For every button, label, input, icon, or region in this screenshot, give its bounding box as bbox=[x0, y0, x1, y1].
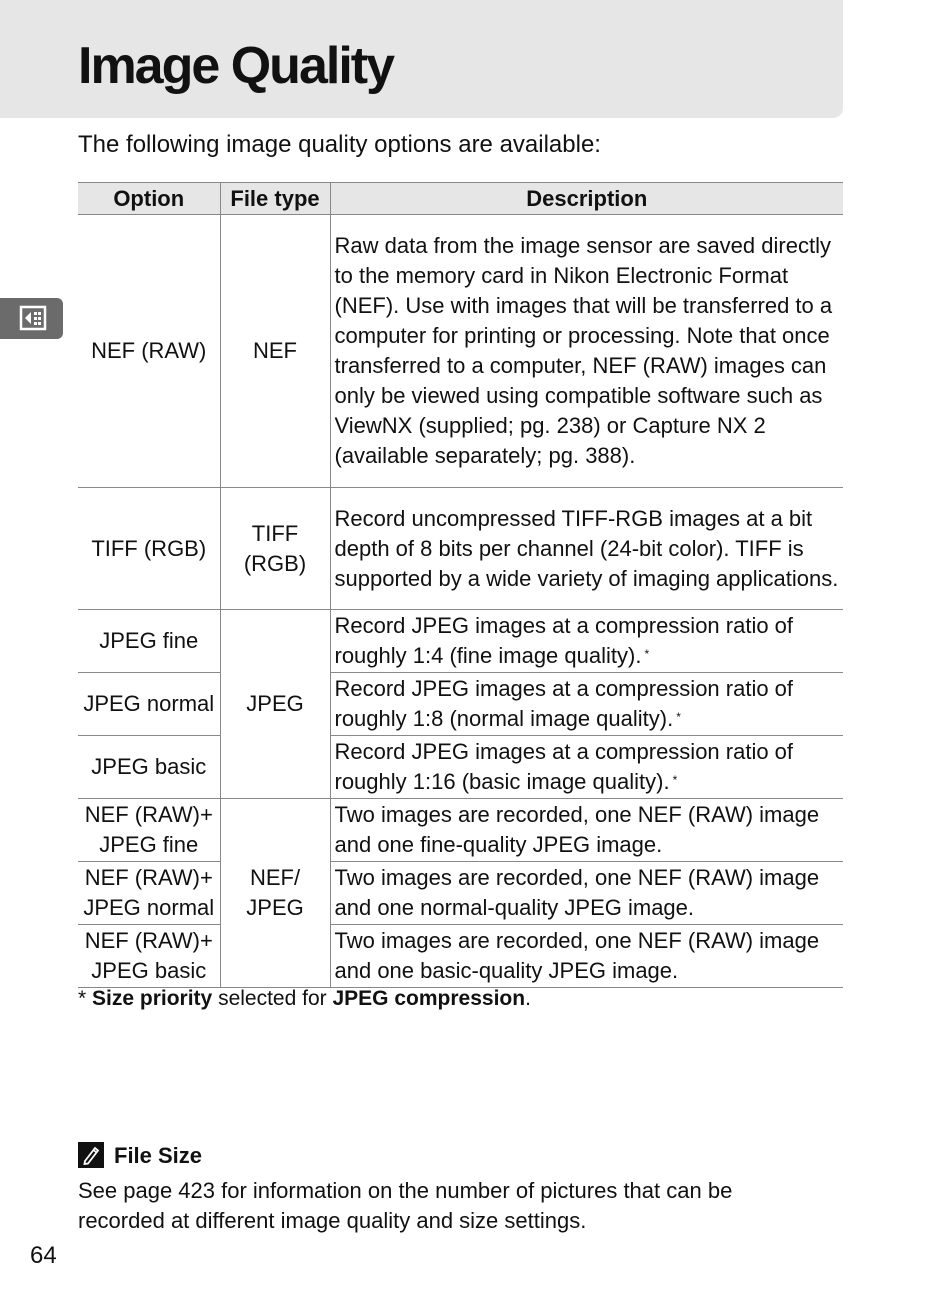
intro-text: The following image quality options are available: bbox=[78, 131, 601, 158]
footnote-end: . bbox=[525, 987, 531, 1010]
option-cell: JPEG basic bbox=[78, 736, 220, 799]
option-cell: TIFF (RGB) bbox=[78, 488, 220, 610]
option-line: JPEG fine bbox=[99, 832, 199, 857]
description-text: Record JPEG images at a compression ratio of roughly 1:16 (basic image quality). bbox=[334, 739, 794, 794]
table-row bbox=[78, 862, 843, 925]
file-type-cell: NEF bbox=[220, 215, 330, 488]
option-cell bbox=[78, 799, 220, 862]
table-row bbox=[78, 925, 843, 988]
option-line: NEF (RAW)+ bbox=[84, 865, 213, 890]
description-cell: Two images are recorded, one NEF (RAW) image and one normal-quality JPEG image. bbox=[330, 862, 843, 925]
footnote-mark: * bbox=[644, 647, 650, 661]
file-type-cell: JPEG bbox=[220, 610, 330, 799]
header-file-type: File type bbox=[220, 183, 330, 215]
footnote-mark: * bbox=[672, 773, 678, 787]
footnote-mark: * bbox=[676, 710, 681, 724]
description-cell bbox=[330, 673, 843, 736]
footnote-bold-menu: JPEG compression bbox=[332, 987, 526, 1010]
section-tab bbox=[0, 298, 63, 339]
file-type-line: JPEG bbox=[246, 895, 304, 920]
footnote-marker: * bbox=[78, 987, 87, 1010]
option-cell: JPEG fine bbox=[78, 610, 220, 673]
description-cell bbox=[330, 736, 843, 799]
page-title: Image Quality bbox=[78, 37, 393, 95]
description-text: Record JPEG images at a compression ratio of roughly 1:8 (normal image quality). bbox=[334, 676, 794, 731]
table-row bbox=[78, 610, 843, 673]
file-type-cell bbox=[220, 799, 330, 988]
option-cell: JPEG normal bbox=[78, 673, 220, 736]
file-type-line: (RGB) bbox=[243, 550, 307, 576]
option-line: JPEG basic bbox=[91, 958, 207, 983]
description-cell: Raw data from the image sensor are saved directly to the memory card in Nikon Electronic Format (NEF). Use with images that will be transferred to a computer for printing or processing. Note that once transferred to a computer, NEF (RAW) images can only be viewed using compatible software such as ViewNX (supplied; pg. 238) or Capture NX 2 (available separately; pg. 388). bbox=[330, 215, 843, 488]
header-option: Option bbox=[78, 183, 220, 215]
table-row bbox=[78, 673, 843, 736]
option-cell bbox=[78, 925, 220, 988]
option-line: NEF (RAW)+ bbox=[84, 802, 213, 827]
table-row bbox=[78, 736, 843, 799]
note-heading bbox=[78, 1142, 202, 1170]
option-line: JPEG normal bbox=[83, 895, 215, 920]
option-cell: NEF (RAW) bbox=[78, 215, 220, 488]
table-row bbox=[78, 488, 843, 610]
option-line: NEF (RAW)+ bbox=[84, 928, 213, 953]
description-cell: Record uncompressed TIFF-RGB images at a bit depth of 8 bits per channel (24-bit color). TIFF is supported by a wide variety of imaging applications. bbox=[330, 488, 843, 610]
option-cell bbox=[78, 862, 220, 925]
footnote-bold-setting: Size priority bbox=[92, 987, 213, 1010]
shooting-menu-icon bbox=[19, 304, 47, 332]
table-header-row bbox=[78, 183, 843, 215]
file-type-line: NEF/ bbox=[249, 865, 301, 890]
table-row bbox=[78, 215, 843, 488]
header-description: Description bbox=[330, 183, 843, 215]
page-number: 64 bbox=[30, 1242, 57, 1269]
description-text: Record JPEG images at a compression ratio of roughly 1:4 (fine image quality). bbox=[334, 613, 794, 668]
note-body: See page 423 for information on the number of pictures that can be recorded at different image quality and size settings. bbox=[78, 1178, 733, 1233]
description-cell: Two images are recorded, one NEF (RAW) image and one basic-quality JPEG image. bbox=[330, 925, 843, 988]
description-cell: Two images are recorded, one NEF (RAW) image and one fine-quality JPEG image. bbox=[330, 799, 843, 862]
file-type-line: TIFF bbox=[251, 520, 299, 546]
file-type-cell bbox=[220, 488, 330, 610]
table-footnote bbox=[78, 986, 531, 1012]
image-quality-table bbox=[78, 182, 843, 988]
footnote-text: selected for bbox=[218, 987, 327, 1010]
table-row bbox=[78, 799, 843, 862]
pencil-note-icon bbox=[78, 1142, 104, 1168]
description-cell bbox=[330, 610, 843, 673]
note-title: File Size bbox=[114, 1143, 203, 1168]
